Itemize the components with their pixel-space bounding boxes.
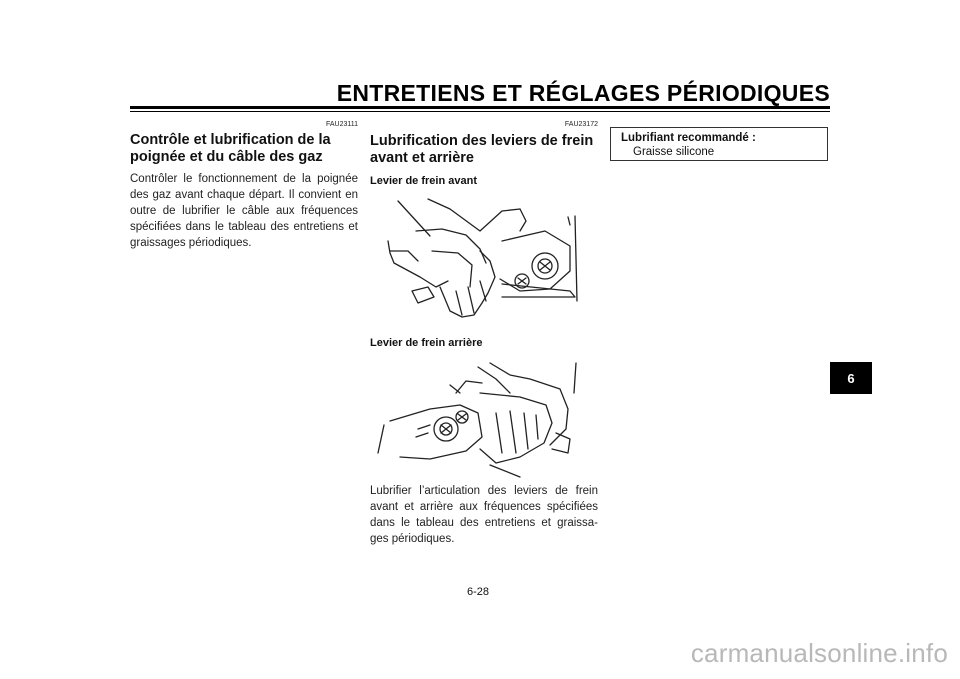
rear-lever-label: Levier de frein arrière [370, 337, 483, 349]
page-title: ENTRETIENS ET RÉGLAGES PÉRIODIQUES [336, 80, 830, 106]
section-body-throttle: Contrôler le fonctionnement de la poignée des gaz avant chaque départ. Il convient en outre de lubrifier le câble aux fréquences spécifiées dans le tableau des entretiens et graissages périodiques. [130, 173, 358, 249]
note-value: Graisse silicone [633, 146, 715, 158]
watermark: carmanualsonline.info [690, 638, 948, 668]
front-brake-lever-illustration [370, 191, 598, 329]
header-rule-thin [130, 111, 830, 112]
chapter-tab: 6 [830, 362, 872, 394]
section-body-brake-levers: Lubrifier l’articulation des leviers de frein avant et arrière aux fréquences spécifiées dans le tableau des entretiens et graissa-ges périodiques. [370, 485, 598, 545]
note-label: Lubrifiant recommandé : [621, 132, 756, 144]
section-heading-brake-levers: Lubrification des leviers de frein avant et arrière [370, 133, 594, 166]
header-rule-thick [130, 106, 830, 109]
middle-column [370, 120, 598, 547]
recommended-lubricant-box [610, 127, 828, 161]
front-lever-label: Levier de frein avant [370, 175, 477, 187]
rear-brake-lever-illustration [370, 353, 598, 483]
page-number: 6-28 [467, 586, 490, 598]
section-code: FAU23172 [564, 121, 598, 128]
section-code: FAU23111 [325, 121, 358, 128]
section-heading-throttle: Contrôle et lubrification de la poignée et du câble des gaz [130, 132, 331, 165]
left-column [130, 120, 358, 251]
